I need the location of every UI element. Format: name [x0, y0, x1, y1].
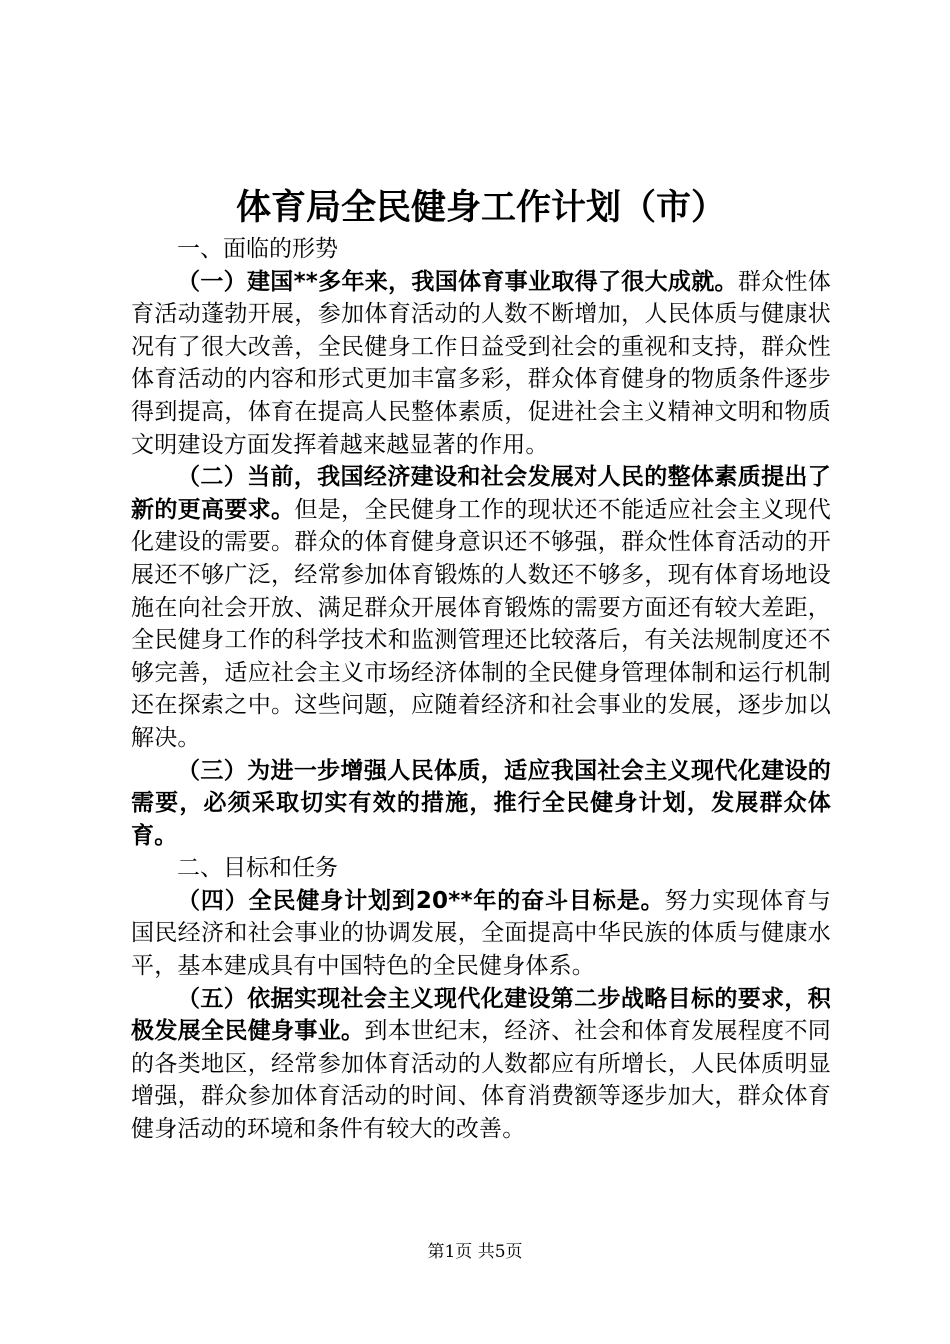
- paragraph-3: [131, 755, 831, 853]
- paragraph-text: 到本世纪末，经济、社会和体育发展程度不同的各类地区，经常参加体育活动的人数都应有所增长，人民体质明显增强，群众参加体育活动的时间、体育消费额等逐步加大，群众体育健身活动的环境和条件有较大的改善。: [131, 1018, 832, 1143]
- document-title: 体育局全民健身工作计划（市）: [235, 188, 726, 228]
- paragraph-lead: （一）建国**多年来，我国体育事业取得了很大成就。: [177, 268, 738, 295]
- paragraph-lead: （三）为进一步增强人民体质，适应我国社会主义现代化建设的需要，必须采取切实有效的措施，推行全民健身计划，发展群众体育。: [131, 757, 831, 849]
- paragraph-5: [131, 983, 831, 1146]
- paragraph-4: [131, 885, 831, 983]
- paragraph-text: 群众性体育活动蓬勃开展，参加体育活动的人数不断增加，人民体质与健康状况有了很大改善，全民健身工作日益受到社会的重视和支持，群众性体育活动的内容和形式更加丰富多彩，群众体育健身的物质条件逐步得到提高，体育在提高人民整体素质，促进社会主义精神文明和物质文明建设方面发挥着越来越显著的作用。: [131, 268, 831, 458]
- section-heading-1: 一、面临的形势: [177, 236, 338, 262]
- page-footer: 第1页 共5页: [427, 1242, 523, 1262]
- paragraph-text: 努力实现体育与国民经济和社会事业的协调发展，全面提高中华民族的体质与健康水平，基本建成具有中国特色的全民健身体系。: [131, 887, 831, 980]
- section-heading-2: 二、目标和任务: [177, 855, 338, 882]
- paragraph-1: [131, 266, 831, 462]
- paragraph-text: 但是，全民健身工作的现状还不能适应社会主义现代化建设的需要。群众的体育健身意识还不够强，群众性体育活动的开展还不够广泛，经常参加体育锻炼的人数还不够多，现有体育场地设施在向社会开放、满足群众开展体育锻炼的需要方面还有较大差距，全民健身工作的科学技术和监测管理还比较落后，有关法规制度还不够完善，适应社会主义市场经济体制的全民健身管理体制和运行机制还在探索之中。这些问题，应随着经济和社会事业的发展，逐步加以解决。: [131, 496, 831, 751]
- paragraph-lead: （五）依据实现社会主义现代化建设第二步战略目标的要求，积极发展全民健身事业。: [131, 985, 831, 1045]
- paragraph-2: [131, 461, 831, 754]
- paragraph-lead: （四）全民健身计划到20**年的奋斗目标是。: [177, 887, 665, 914]
- document-body: [131, 233, 831, 1146]
- paragraph-lead: （二）当前，我国经济建设和社会发展对人民的整体素质提出了新的更高要求。: [131, 464, 831, 523]
